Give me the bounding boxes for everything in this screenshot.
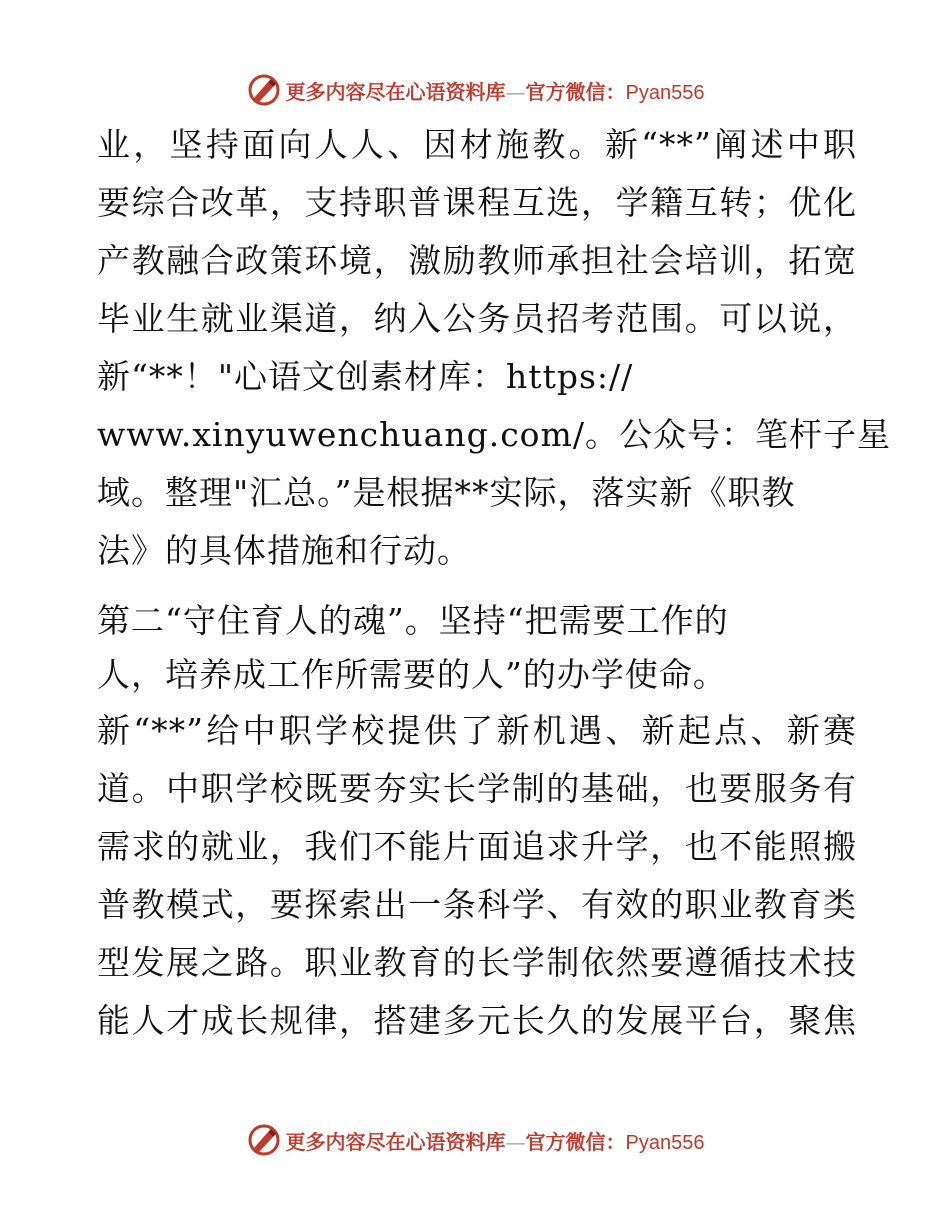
banner-text: [286, 76, 705, 105]
text-line: 道。中职学校既要夯实长学制的基础，也要服务有: [97, 769, 857, 808]
text-line: 要综合改革，支持职普课程互选，学籍互转；优化: [97, 183, 857, 222]
text-line: 法》的具体措施和行动。: [97, 531, 471, 570]
header-watermark: [0, 70, 950, 110]
banner-separator: —: [505, 79, 526, 104]
text-line: 人，培养成工作所需要的人”的办学使命。: [97, 655, 727, 694]
text-line: 普教模式，要探索出一条科学、有效的职业教育类: [97, 885, 857, 924]
text-line: 产教融合政策环境，激励教师承担社会培训，拓宽: [97, 241, 857, 280]
wechat-handle: Pyan556: [625, 1131, 705, 1154]
text-line: 新“**！"心语文创素材库：https://: [97, 357, 634, 396]
site-name: 更多内容尽在心语资料库: [285, 79, 506, 104]
wechat-handle: Pyan556: [625, 81, 705, 104]
banner-separator: —: [505, 1129, 526, 1154]
text-line: 需求的就业，我们不能片面追求升学，也不能照搬: [97, 827, 857, 866]
document-body: [97, 116, 891, 1050]
text-line: 第二“守住育人的魂”。坚持“把需要工作的: [97, 601, 729, 640]
paragraph-1: [97, 116, 891, 580]
paragraph-2: [97, 594, 857, 1050]
text-line: 毕业生就业渠道，纳入公务员招考范围。可以说，: [97, 299, 857, 338]
pen-logo-icon: [246, 1122, 282, 1158]
banner-text: [286, 1126, 705, 1155]
text-line: 域。整理"汇总。”是根据**实际，落实新《职教: [97, 473, 796, 512]
wechat-label: 官方微信：: [525, 79, 626, 104]
wechat-label: 官方微信：: [525, 1129, 626, 1154]
text-line: 业，坚持面向人人、因材施教。新“**”阐述中职: [97, 125, 857, 164]
text-line: www.xinyuwenchuang.com/。公众号：笔杆子星: [97, 415, 891, 454]
text-line: 型发展之路。职业教育的长学制依然要遵循技术技: [97, 943, 857, 982]
pen-logo-icon: [246, 72, 282, 108]
text-line: 新“**”给中职学校提供了新机遇、新起点、新赛: [97, 711, 857, 750]
text-line: 能人才成长规律，搭建多元长久的发展平台，聚焦: [97, 1001, 857, 1040]
footer-watermark: [0, 1120, 950, 1160]
site-name: 更多内容尽在心语资料库: [285, 1129, 506, 1154]
